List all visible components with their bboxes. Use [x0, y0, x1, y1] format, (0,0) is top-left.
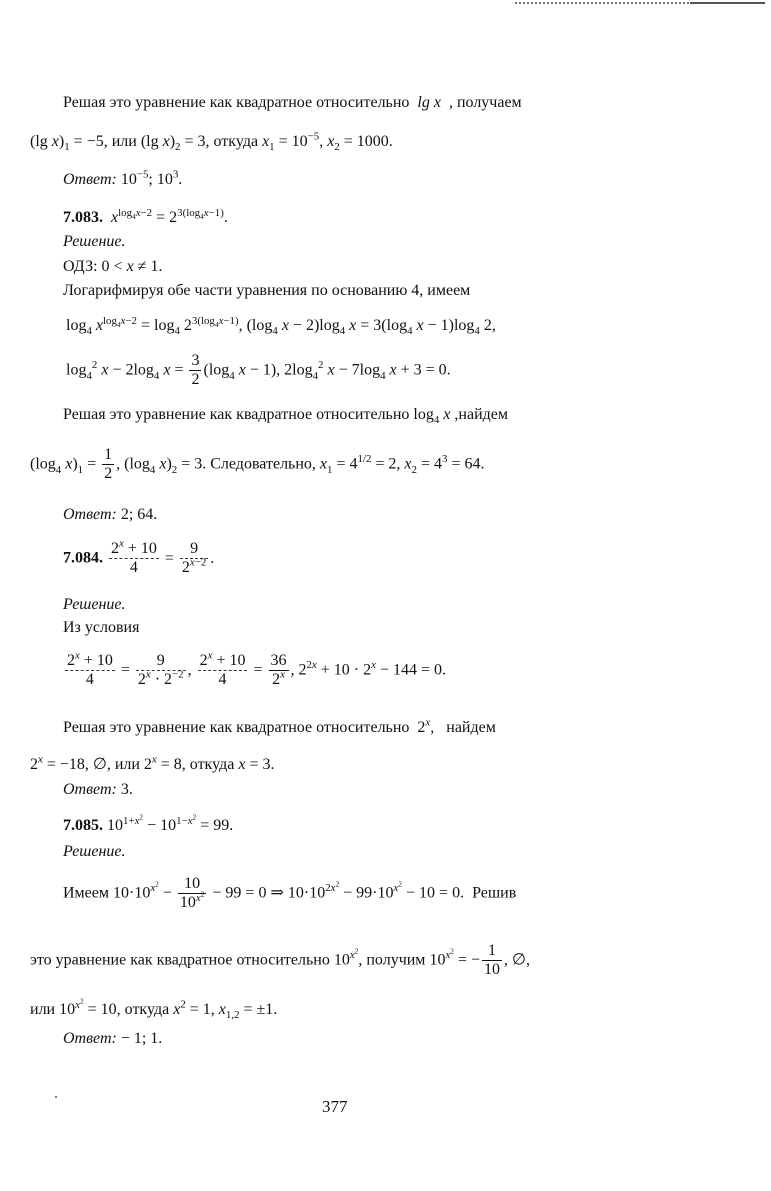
scan-speck — [55, 1096, 57, 1098]
solve-tail-word: Решив — [472, 884, 517, 902]
p084-result: $2^x = -18$, ∅, или $2^x = 8$, откуда x = 3. — [30, 753, 275, 773]
p085-answer — [63, 1029, 162, 1048]
p084-answer — [63, 780, 133, 799]
p1-answer: Ответ: $10^{-5}$; $10^3$. — [63, 168, 183, 188]
top-rule-solid — [690, 2, 765, 4]
answer-value: − 1; 1. — [120, 1030, 163, 1047]
p1-text: Решая это уравнение как квадратное относительно — [63, 94, 410, 111]
problem-7-083: 7.083. $x^{log_4x-2} = 2^{3(log_4x-1)}$. — [63, 206, 228, 226]
line2-text: это уравнение как квадратное относительно — [30, 951, 330, 969]
answer-value: 2; 64. — [120, 506, 158, 523]
solution-label: Решение. — [63, 843, 126, 860]
p084-solve-line: Решая это уравнение как квадратное относительно 2$^x$, найдем — [63, 716, 496, 736]
page-number: 377 — [322, 1097, 348, 1116]
solution-label: Решение. — [63, 233, 126, 250]
or-word: или — [30, 1001, 56, 1018]
solve-tail: найдем — [446, 719, 496, 736]
solution-label: Решение. — [63, 596, 126, 613]
problem-number: 7.084. — [63, 549, 103, 567]
p1-tail: , получаем — [448, 94, 522, 111]
p1-line1 — [63, 93, 522, 112]
p084-derivation: $\frac{2^x + 10}{4}$ = $\frac{9}{2^x \cdot 2^{-2}}$ , $\frac{2^x + 10}{4}$ = $\frac{36}{2^x}$ , $2^{2x} + 10 \cdot 2^x - 144 = 0$. — [67, 649, 447, 689]
p083-eq2: $\log_4^2 x - 2\log_4$ x = $\frac{3}{2}$ ($\log_4$ x − 1), $2\log_4^2$ $x - 7\log_4$ x + 3 = 0. — [66, 352, 451, 389]
p1-line2: (lg $x)_1 = -5$, или (lg $x)_2 = 3$, откуда $x_1 = 10^{-5}$, $x_2 = 1000$. — [30, 130, 393, 154]
p1-var: lg x — [417, 94, 441, 111]
log-text: Логарифмируя обе части уравнения по основанию 4, имеем — [63, 282, 471, 299]
p085-line3: или $10^{x^2} = 10$, откуда $x^2 = 1$, $x_{1,2} = \pm 1$. — [30, 996, 278, 1022]
line2-mid: , получим — [358, 951, 426, 969]
p083-result: ($\log_4$ $x)_1$ = $\frac{1}{2}$ , ($\log_4$ $x)_2 = 3$. Следовательно, $x_1 = 4^{1/2} = 2$, $x_2 = 4^3 = 64$. — [30, 446, 485, 483]
p085-line2: это уравнение как квадратное относительно $10^{x^2}$, получим $10^{x^2}$ = − $\frac{1}{10}$ , ∅, — [30, 942, 530, 979]
p083-answer — [63, 505, 157, 524]
problem-7-085: 7.085. $10^{1+x^2} - 10^{1-x^2} = 99$. — [63, 812, 234, 834]
answer-label: Ответ: — [63, 1030, 117, 1047]
p085-derivation: Имеем $10\cdot 10^{x^2}$ − $\frac{10}{10^{x^2}}$ − 99 = 0 ⇒ $10\cdot 10^{2x^2} - 99\cdot 10^{x^2} - 10 = 0$. Решив — [63, 875, 517, 912]
odz: ОДЗ: 0 < x ≠ 1. — [63, 258, 163, 275]
problem-number: 7.083. — [63, 209, 103, 226]
p083-solve-text: Решая это уравнение как квадратное относительно $\log_4 x$ ,найдем — [63, 406, 508, 427]
problem-7-084: 7.084. $\frac{2^x + 10}{4}$ = $\frac{9}{2^{x-2}}$ . — [63, 537, 215, 577]
problem-number: 7.085. — [63, 817, 103, 834]
result-word: Следовательно, — [210, 455, 316, 473]
answer-label: Ответ: — [63, 506, 117, 523]
answer-label: Ответ: — [63, 781, 117, 798]
p083-eq1: $\log_4 x^{log_4x-2} = \log_4 2^{3(log_4x-1)}$, ($\log_4$ $x - 2)\log_4$ $x = 3(\log_4$ $x - 1)\log_4$ 2, — [66, 314, 496, 338]
have-word: Имеем — [63, 884, 110, 902]
cond-text: Из условия — [63, 619, 140, 636]
solve-text: Решая это уравнение как квадратное относительно — [63, 719, 410, 736]
answer-label: Ответ: — [63, 171, 117, 188]
answer-value: 3. — [120, 781, 133, 798]
